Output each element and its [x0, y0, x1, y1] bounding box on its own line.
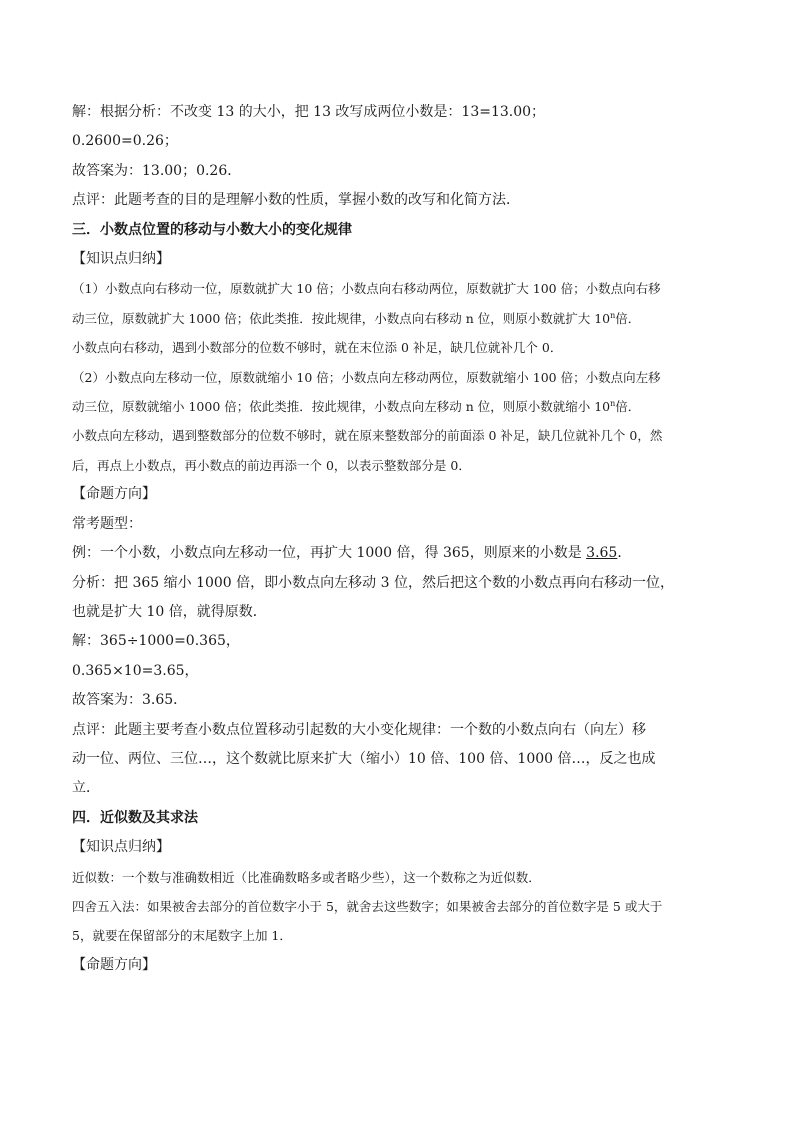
rule-left-text: 动三位，原数就缩小 1000 倍；依此类推．按此规律，小数点向左移动 n 位，则原小数就缩小 10 [72, 399, 611, 415]
rule-right-note: 小数点向右移动，遇到小数部分的位数不够时，就在末位添 0 补足，缺几位就补几个 0． [72, 340, 563, 356]
example-text: 例：一个小数，小数点向左移动一位，再扩大 1000 倍，得 365，则原来的小数是 [72, 545, 587, 562]
rounding-rule-line-1: 四舍五入法：如果被舍去部分的首位数字小于 5，就舍去这些数字；如果被舍去部分的首位数字是 5 或大于 [72, 898, 663, 914]
solution-step-line: 0.365×10=3.65， [72, 662, 199, 679]
exponent: n [610, 399, 616, 409]
rule-left-suffix: 倍． [615, 399, 641, 415]
section-heading: 三．小数点位置的移动与小数大小的变化规律 [72, 221, 352, 238]
rule-right-text: 动三位，原数就扩大 1000 倍；依此类推．按此规律，小数点向右移动 n 位，则原小数就扩大 10 [72, 310, 611, 326]
direction-label: 【命题方向】 [72, 956, 156, 973]
example-suffix: ． [617, 545, 632, 562]
knowledge-label: 【知识点归纳】 [72, 251, 170, 268]
direction-label: 【命题方向】 [72, 486, 156, 503]
rule-right-line-2 [72, 304, 722, 333]
rule-left-line-2 [72, 392, 722, 421]
comment-line: 点评：此题考查的目的是理解小数的性质，掌握小数的改写和化简方法． [72, 192, 520, 209]
rounding-rule-line-2: 5，就要在保留部分的末尾数字上加 1． [72, 928, 292, 944]
rule-right-suffix: 倍． [615, 310, 641, 326]
analysis-line-2: 也就是扩大 10 倍，就得原数． [72, 603, 267, 620]
comment-line-3: 立． [72, 780, 100, 797]
solution-line: 解：365÷1000=0.365， [72, 633, 240, 650]
answer-line: 故答案为：13.00；0.26． [72, 162, 242, 179]
section-heading: 四．近似数及其求法 [72, 809, 198, 826]
answer-line: 故答案为：3.65． [72, 692, 188, 709]
rule-left-line-1: （2）小数点向左移动一位，原数就缩小 10 倍；小数点向左移动两位，原数就缩小 100 倍；小数点向左移 [72, 369, 661, 385]
solution-step-line: 0.2600=0.26； [72, 133, 178, 150]
rule-left-note-2: 后，再点上小数点，再小数点的前边再添一个 0，以表示整数部分是 0． [72, 457, 471, 473]
solution-line: 解：根据分析：不改变 13 的大小，把 13 改写成两位小数是：13=13.00； [72, 104, 546, 120]
rule-left-note-1: 小数点向左移动，遇到整数部分的位数不够时，就在原来整数部分的前面添 0 补足，缺几位就补几个 0，然 [72, 428, 663, 444]
comment-line-1: 点评：此题主要考查小数点位置移动引起数的大小变化规律：一个数的小数点向右（向左）移 [72, 721, 646, 738]
common-type-label: 常考题型： [72, 515, 142, 532]
comment-line-2: 动一位、两位、三位…，这个数就比原来扩大（缩小）10 倍、100 倍、1000 倍…，反之也成 [72, 750, 656, 767]
analysis-line-1: 分析：把 365 缩小 1000 倍，即小数点向左移动 3 位，然后把这个数的小数点再向右移动一位， [72, 574, 674, 591]
approx-definition: 近似数：一个数与准确数相近（比准确数略多或者略少些），这一个数称之为近似数． [72, 869, 541, 885]
knowledge-label: 【知识点归纳】 [72, 839, 170, 856]
example-answer: 3.65 [586, 545, 618, 562]
example-line [72, 539, 722, 568]
rule-right-line-1: （1）小数点向右移动一位，原数就扩大 10 倍；小数点向右移动两位，原数就扩大 100 倍；小数点向右移 [72, 281, 661, 297]
exponent: n [610, 310, 616, 320]
document-page [72, 98, 722, 980]
